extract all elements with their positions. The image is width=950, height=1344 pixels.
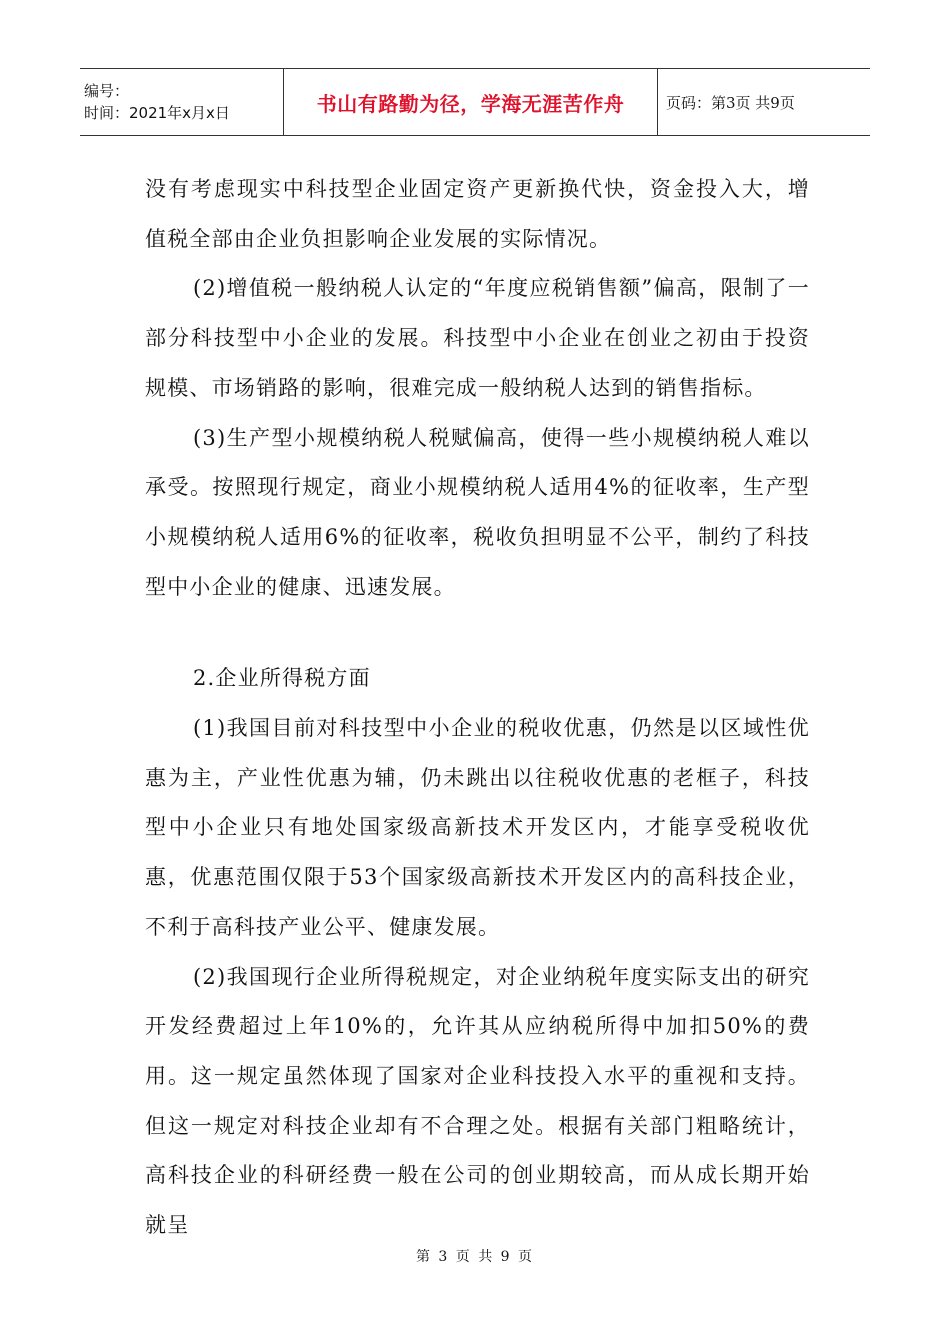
paragraph-vat-3: (3)生产型小规模纳税人税赋偏高，使得一些小规模纳税人难以承受。按照现行规定，商业小规模纳税人适用4%的征收率，生产型小规模纳税人适用6%的征收率，税收负担明显不公平，制约了科技型中小企业的健康、迅速发展。 bbox=[145, 425, 810, 599]
page-header bbox=[80, 68, 870, 136]
page-code-text: 页码：第3页 共9页 bbox=[666, 93, 795, 112]
paragraph-income-tax-2: (2)我国现行企业所得税规定，对企业纳税年度实际支出的研究开发经费超过上年10%的，允许其从应纳税所得中加扣50%的费用。这一规定虽然体现了国家对企业科技投入水平的重视和支持。但这一规定对科技企业却有不合理之处。根据有关部门粗略统计，高科技企业的科研经费一般在公司的创业期较高，而从成长期开始就呈 bbox=[145, 964, 810, 1238]
motto-text: 书山有路勤为径，学海无涯苦作舟 bbox=[316, 91, 625, 116]
footer-page-number: 第 3 页 共 9 页 bbox=[415, 1249, 535, 1265]
header-meta bbox=[80, 69, 284, 135]
header-motto bbox=[284, 69, 658, 135]
paragraph-vat-2: (2)增值税一般纳税人认定的“年度应税销售额”偏高，限制了一部分科技型中小企业的发展。科技型中小企业在创业之初由于投资规模、市场销路的影响，很难完成一般纳税人达到的销售指标。 bbox=[145, 276, 810, 400]
paragraph-income-tax-1: (1)我国目前对科技型中小企业的税收优惠，仍然是以区域性优惠为主，产业性优惠为辅，仍未跳出以往税收优惠的老框子，科技型中小企业只有地处国家级高新技术开发区内，才能享受税收优惠，优惠范围仅限于53个国家级高新技术开发区内的高科技企业，不利于高科技产业公平、健康发展。 bbox=[145, 716, 810, 939]
document-body bbox=[145, 165, 810, 1251]
document-number-label: 编号： bbox=[84, 82, 130, 100]
paragraph-continuation: 没有考虑现实中科技型企业固定资产更新换代快，资金投入大，增值税全部由企业负担影响企业发展的实际情况。 bbox=[145, 177, 810, 251]
header-page-code bbox=[658, 69, 870, 135]
page-footer bbox=[0, 1246, 950, 1266]
section-heading-income-tax: 2.企业所得税方面 bbox=[193, 666, 371, 691]
document-date-label: 时间：2021年x月x日 bbox=[84, 104, 230, 122]
